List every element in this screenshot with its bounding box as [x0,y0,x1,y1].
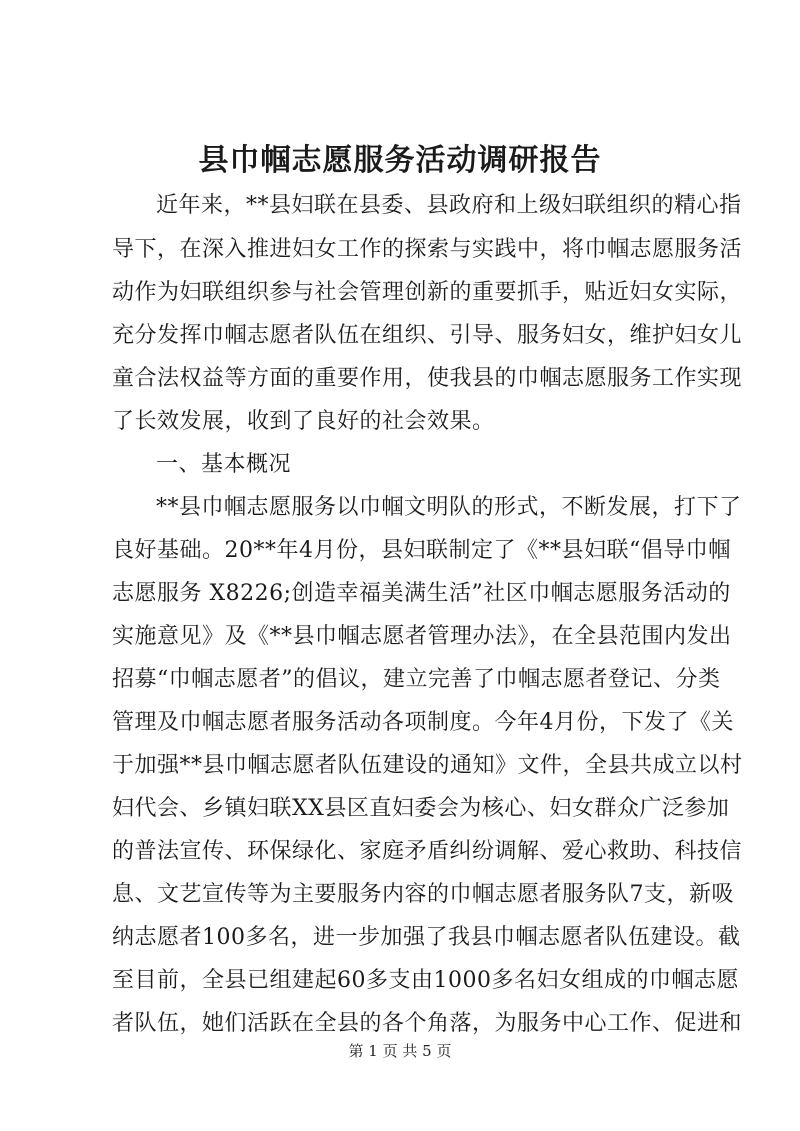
section-heading: 一、基本概况 [156,452,292,477]
page-number-footer: 第 1 页 共 5 页 [348,1042,452,1060]
body-line: 了长效发展，收到了良好的社会效果。 [112,409,495,434]
document-title: 县巾帼志愿服务活动调研报告 [198,143,602,178]
body-line: 近年来，**县妇联在县委、县政府和上级妇联组织的精心指 [156,193,742,218]
body-line: 于加强**县巾帼志愿者队伍建设的通知》文件，全县共成立以村 [112,753,743,778]
body-line: 者队伍，她们活跃在全县的各个角落，为服务中心工作、促进和 [112,1011,743,1036]
body-line: 良好基础。20**年4月份，县妇联制定了《**县妇联“倡导巾帼 [112,538,731,563]
body-line: 纳志愿者100多名，进一步加强了我县巾帼志愿者队伍建设。截 [112,925,741,950]
body-line: 管理及巾帼志愿者服务活动各项制度。今年4月份，下发了《关 [112,710,734,735]
body-line: 招募“巾帼志愿者”的倡议，建立完善了巾帼志愿者登记、分类 [112,667,721,692]
body-line: 妇代会、乡镇妇联XX县区直妇委会为核心、妇女群众广泛参加 [112,796,730,821]
body-line: 导下，在深入推进妇女工作的探索与实践中，将巾帼志愿服务活 [112,237,743,262]
body-line: 充分发挥巾帼志愿者队伍在组织、引导、服务妇女，维护妇女儿 [112,323,743,348]
body-line: 实施意见》及《**县巾帼志愿者管理办法》，在全县范围内发出 [112,624,732,649]
body-line: 至目前，全县已组建起60多支由1000多名妇女组成的巾帼志愿 [112,968,739,993]
body-line: 童合法权益等方面的重要作用，使我县的巾帼志愿服务工作实现 [112,366,743,391]
body-line: 的普法宣传、环保绿化、家庭矛盾纠纷调解、爱心救助、科技信 [112,839,743,864]
body-line: 息、文艺宣传等为主要服务内容的巾帼志愿者服务队7支，新吸 [112,882,734,907]
body-line: 动作为妇联组织参与社会管理创新的重要抓手，贴近妇女实际， [112,280,743,305]
body-line: 志愿服务 X8226;创造幸福美满生活”社区巾帼志愿服务活动的 [112,581,731,606]
body-line: **县巾帼志愿服务以巾帼文明队的形式，不断发展，打下了 [156,495,742,520]
